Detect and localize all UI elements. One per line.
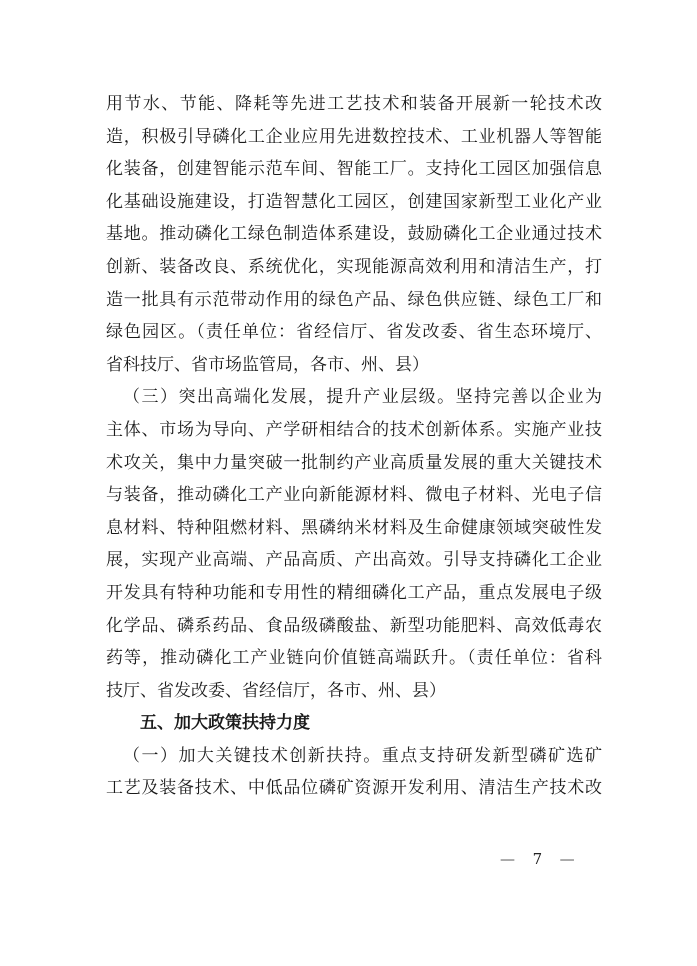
text-line: 主体、市场为导向、产学研相结合的技术创新体系。实施产业技 [106, 419, 602, 440]
paragraph-heading-line: （一）加大关键技术创新扶持。重点支持研发新型磷矿选矿 [123, 745, 602, 766]
text-line: 工艺及装备技术、中低品位磷矿资源开发利用、清洁生产技术改 [106, 778, 602, 799]
page-footer [500, 850, 575, 868]
text-line: 基地。推动磷化工绿色制造体系建设，鼓励磷化工企业通过技术 [106, 224, 602, 245]
text-line: 化装备，创建智能示范车间、智能工厂。支持化工园区加强信息 [106, 159, 602, 180]
page-number: 7 [532, 850, 543, 868]
text-line: 展，实现产业高端、产品高质、产出高效。引导支持磷化工企业 [106, 550, 602, 571]
paragraph-heading-line: （三）突出高端化发展，提升产业层级。坚持完善以企业为 [123, 387, 602, 408]
footer-left-dash: — [500, 850, 515, 868]
section-heading: 五、加大政策扶持力度 [140, 713, 310, 734]
text-line: 息材料、特种阻燃材料、黑磷纳米材料及生命健康领域突破性发 [106, 517, 602, 538]
text-line: 创新、装备改良、系统优化，实现能源高效利用和清洁生产，打 [106, 256, 602, 277]
text-line: 药等，推动磷化工产业链向价值链高端跃升。（责任单位：省科 [106, 648, 602, 669]
text-line: 化学品、磷系药品、食品级磷酸盐、新型功能肥料、高效低毒农 [106, 615, 602, 636]
text-line: 用节水、节能、降耗等先进工艺技术和装备开展新一轮技术改 [106, 94, 602, 114]
footer-right-dash: — [559, 850, 575, 868]
text-line: 术攻关，集中力量突破一批制约产业高质量发展的重大关键技术 [106, 452, 602, 473]
text-line: 化基础设施建设，打造智慧化工园区，创建国家新型工业化产业 [106, 191, 602, 212]
text-line: 绿色园区。（责任单位：省经信厅、省发改委、省生态环境厅、 [106, 322, 602, 343]
text-line: 造一批具有示范带动作用的绿色产品、绿色供应链、绿色工厂和 [106, 289, 602, 310]
text-line: 技厅、省发改委、省经信厅，各市、州、县） [106, 680, 446, 701]
document-body [106, 88, 602, 805]
text-line: 与装备，推动磷化工产业向新能源材料、微电子材料、光电子信 [106, 485, 602, 506]
text-line: 造，积极引导磷化工企业应用先进数控技术、工业机器人等智能 [106, 126, 602, 147]
text-line: 开发具有特种功能和专用性的精细磷化工产品，重点发展电子级 [106, 582, 602, 603]
text-line: 省科技厅、省市场监管局，各市、州、县） [106, 354, 429, 375]
